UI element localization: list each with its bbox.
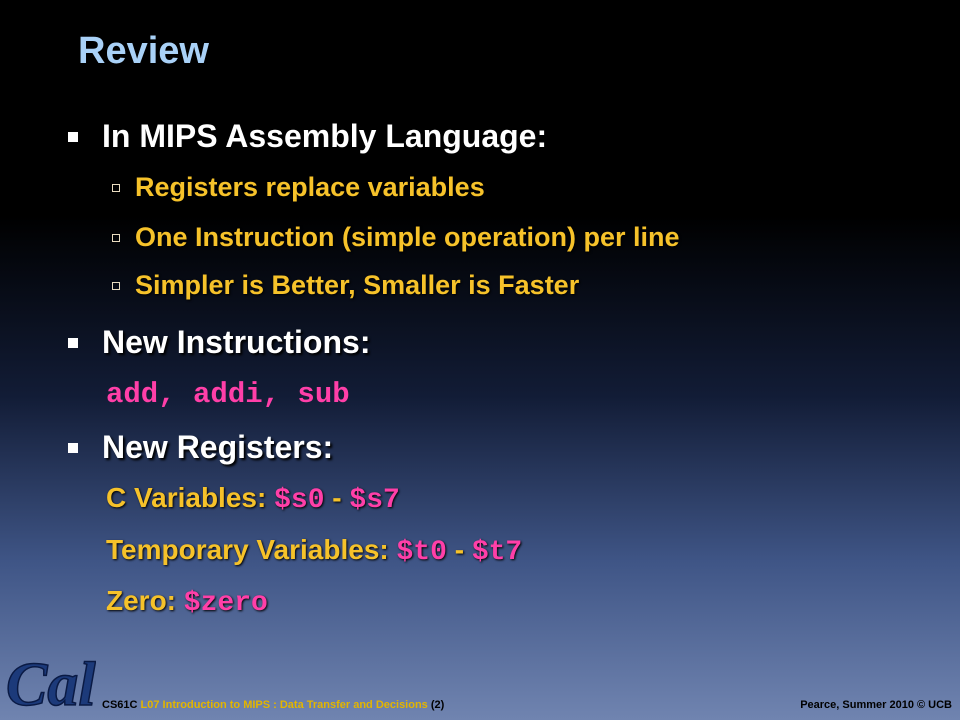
subbullet-text: One Instruction (simple operation) per line [135,222,680,252]
bullet-new-instructions [68,324,370,361]
register-label: C Variables: [106,482,275,513]
hollow-square-bullet-icon [112,282,120,290]
hollow-square-bullet-icon [112,234,120,242]
subbullet-text: Registers replace variables [135,172,485,202]
bullet-text: New Registers: [102,429,334,465]
register-code-end: $s7 [349,485,400,516]
square-bullet-icon [68,443,78,453]
hollow-square-bullet-icon [112,184,120,192]
register-dash: - [446,534,472,565]
slide-title: Review [78,30,209,72]
register-line-temporary [106,534,522,568]
footer-credit: Pearce, Summer 2010 © UCB [800,699,952,711]
subbullet-registers [112,172,485,203]
footer-lecture-title: L07 Introduction to MIPS : Data Transfer and Decisions [140,699,428,711]
footer-page-number: (2) [427,699,445,711]
register-line-zero [106,585,268,619]
cal-logo-text: Cal [6,651,96,717]
bullet-mips-assembly [68,118,547,155]
square-bullet-icon [68,132,78,142]
cal-logo-icon [2,643,96,717]
instructions-code: add, addi, sub [106,378,350,411]
footer-course [102,699,444,711]
bullet-new-registers [68,429,333,466]
register-code-start: $s0 [274,485,325,516]
register-code-start: $zero [183,588,268,619]
square-bullet-icon [68,338,78,348]
register-line-c-variables [106,482,400,516]
subbullet-one-instruction [112,222,680,253]
bullet-text: New Instructions: [102,324,371,360]
subbullet-text: Simpler is Better, Smaller is Faster [135,270,580,300]
register-label: Temporary Variables: [106,534,397,565]
footer-course-code: CS61C [102,699,141,711]
register-code-end: $t7 [471,537,523,568]
register-dash: - [324,482,350,513]
bullet-text: In MIPS Assembly Language: [102,118,548,154]
subbullet-simpler [112,270,579,301]
register-code-start: $t0 [396,537,447,568]
register-label: Zero: [106,585,184,616]
